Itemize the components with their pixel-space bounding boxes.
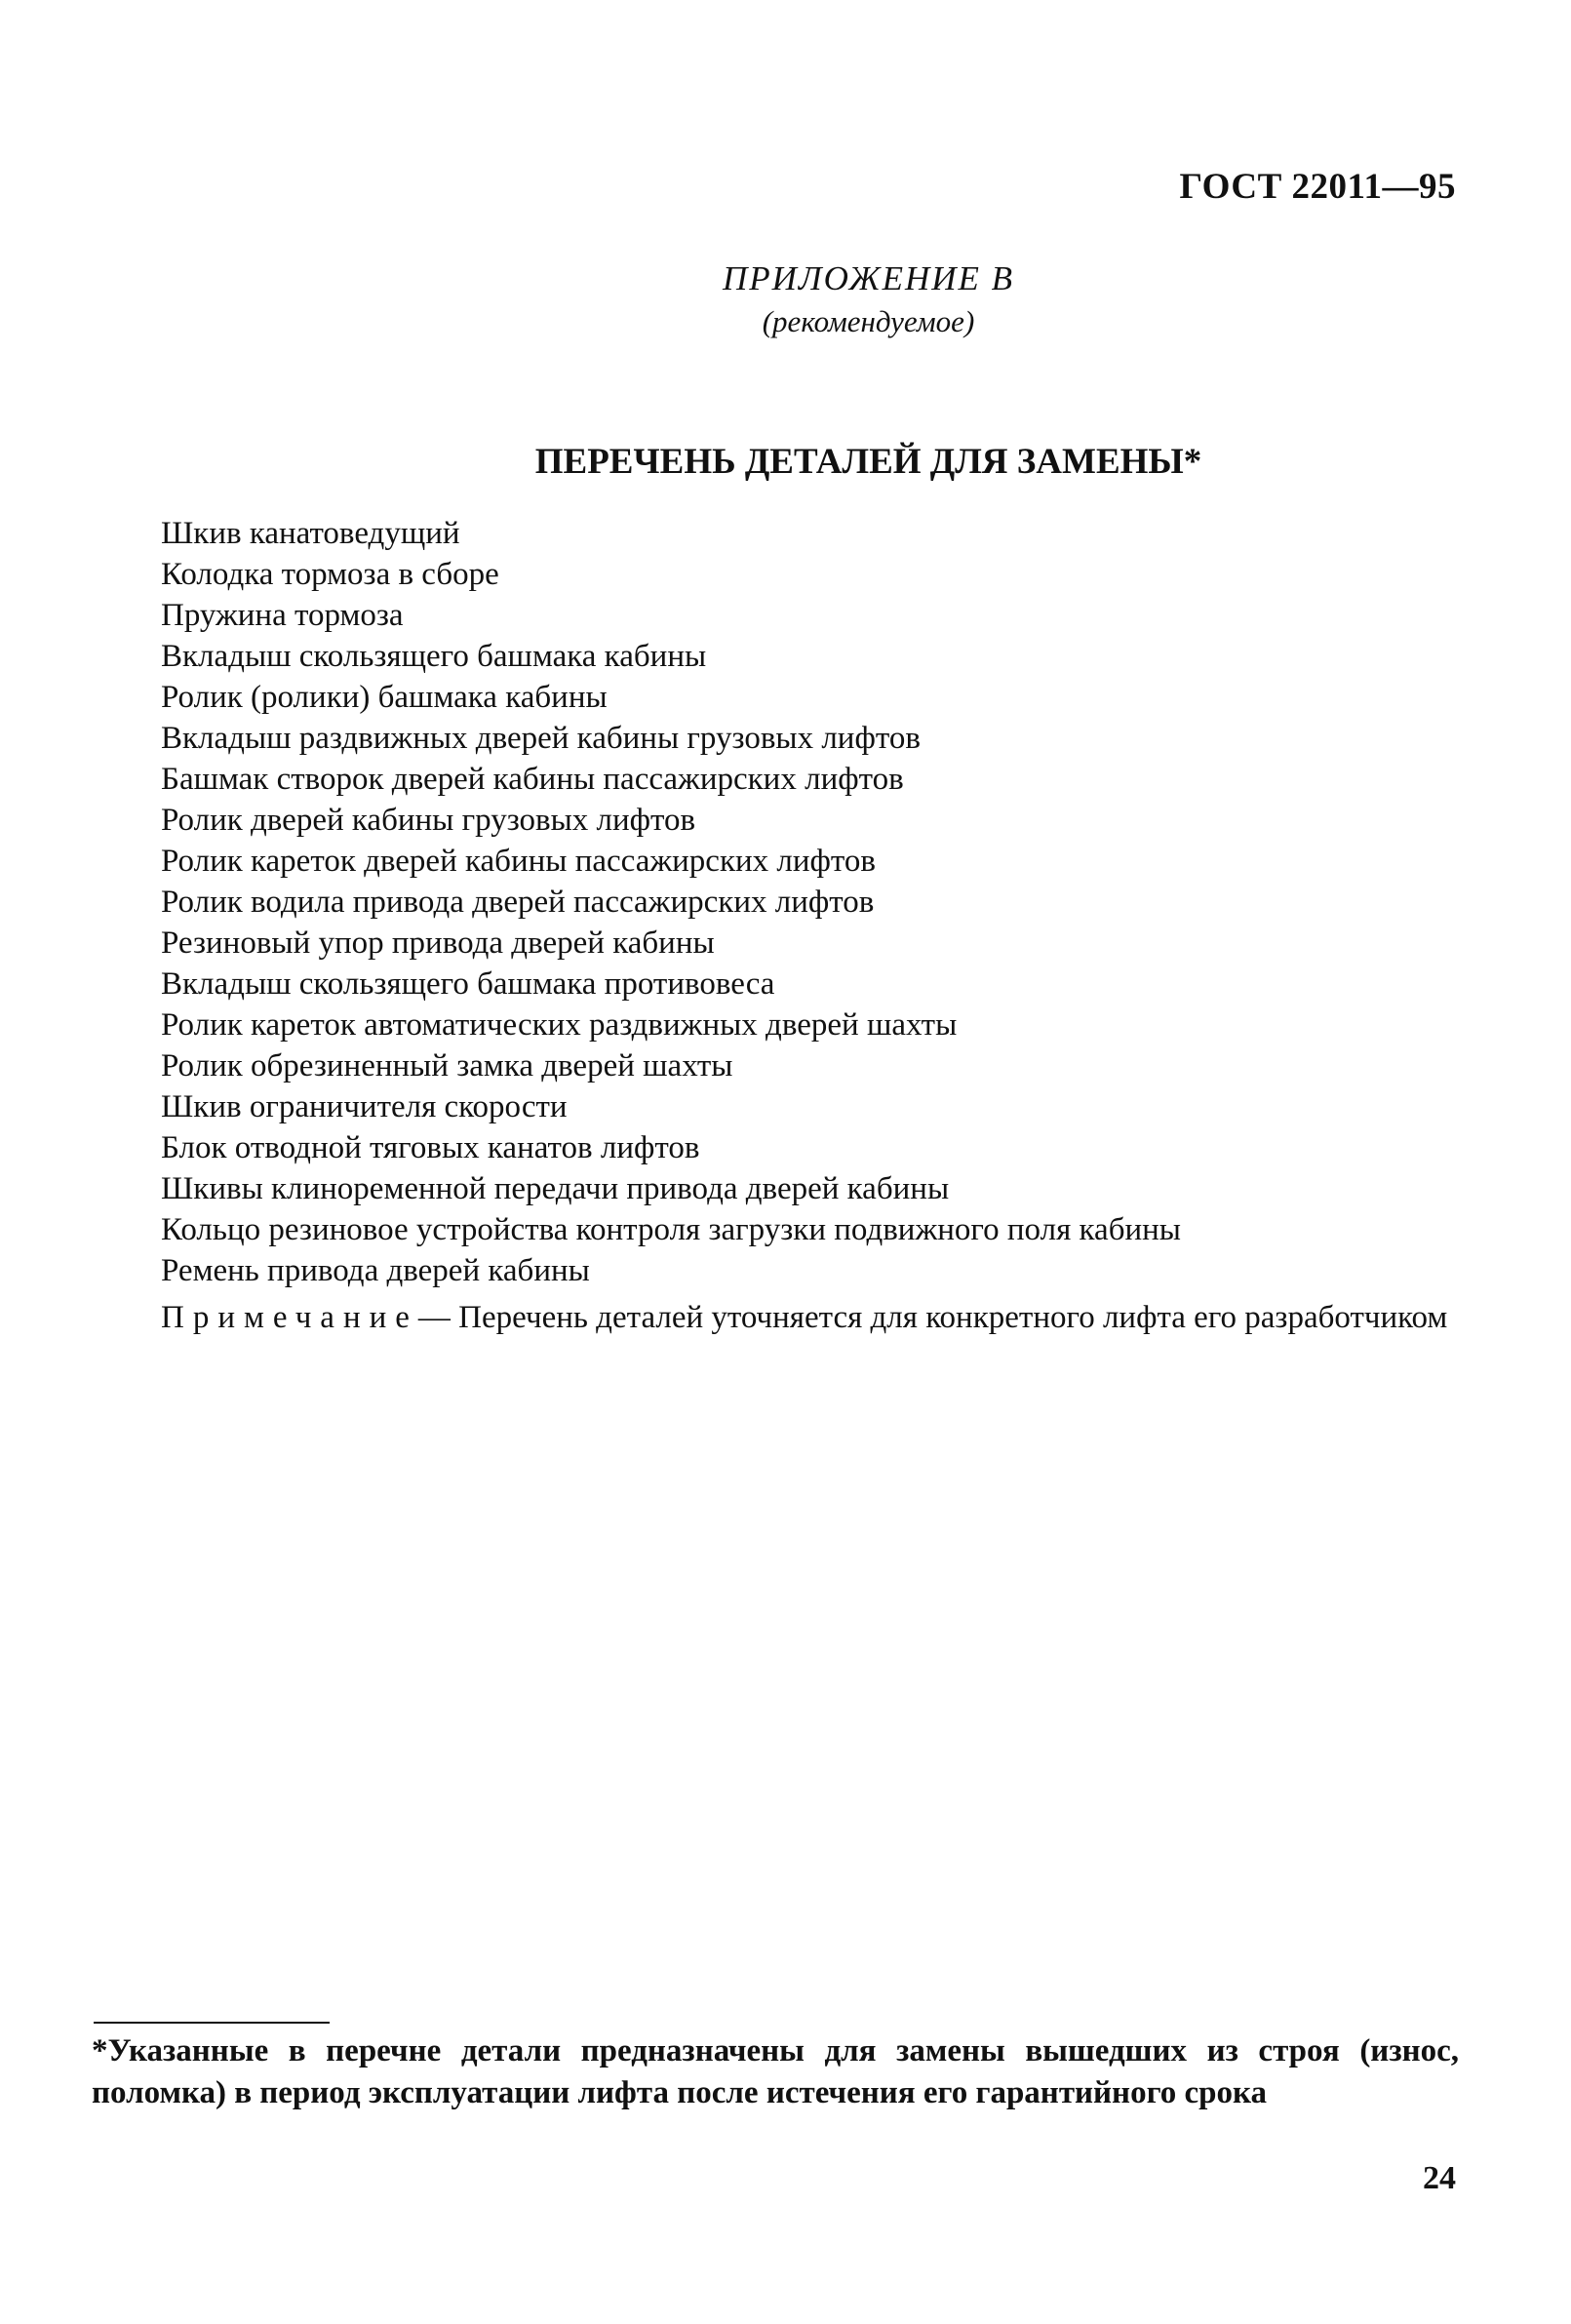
list-item: Вкладыш скользящего башмака кабины: [161, 639, 707, 674]
appendix-subtitle: (рекомендуемое): [762, 304, 975, 338]
list-item: Ролик кареток дверей кабины пассажирских лифтов: [161, 844, 876, 879]
list-item: Резиновый упор привода дверей кабины: [161, 926, 715, 961]
list-item: Вкладыш раздвижных дверей кабины грузовых лифтов: [161, 721, 921, 756]
note-paragraph: [92, 1297, 1459, 1338]
footnote: *Указанные в перечне детали предназначены для замены вышедших из строя (износ, поломка) в период эксплуатации лифта после истечения его гарантийного срока: [92, 2033, 1459, 2110]
list-item: Ролик обрезиненный замка дверей шахты: [161, 1048, 733, 1083]
parts-list: [161, 513, 1181, 1291]
list-item: Ремень привода дверей кабины: [161, 1253, 590, 1288]
list-item: Колодка тормоза в сборе: [161, 557, 499, 592]
list-item: Ролик дверей кабины грузовых лифтов: [161, 803, 696, 838]
appendix-title: ПРИЛОЖЕНИЕ В: [722, 259, 1015, 297]
page-number: 24: [1423, 2160, 1456, 2196]
note-text: — Перечень деталей уточняется для конкретного лифта его разработчиком: [417, 1300, 1448, 1335]
list-item: Кольцо резиновое устройства контроля загрузки подвижного поля кабины: [161, 1212, 1181, 1247]
list-item: Шкивы клиноременной передачи привода дверей кабины: [161, 1171, 950, 1206]
list-item: Ролик (ролики) башмака кабины: [161, 680, 608, 715]
list-item: Блок отводной тяговых канатов лифтов: [161, 1130, 700, 1165]
main-title: ПЕРЕЧЕНЬ ДЕТАЛЕЙ ДЛЯ ЗАМЕНЫ*: [534, 442, 1202, 482]
list-item: Башмак створок дверей кабины пассажирских лифтов: [161, 762, 904, 797]
list-item: Ролик водила привода дверей пассажирских лифтов: [161, 885, 875, 920]
list-item: Вкладыш скользящего башмака противовеса: [161, 966, 775, 1002]
list-item: Шкив ограничителя скорости: [161, 1089, 568, 1124]
list-item: Ролик кареток автоматических раздвижных дверей шахты: [161, 1007, 958, 1043]
document-number: ГОСТ 22011—95: [1179, 167, 1456, 207]
footnote-divider: [94, 2022, 330, 2024]
list-item: Шкив канатоведущий: [161, 516, 460, 551]
note-label: Примечание: [161, 1300, 418, 1335]
list-item: Пружина тормоза: [161, 598, 404, 633]
